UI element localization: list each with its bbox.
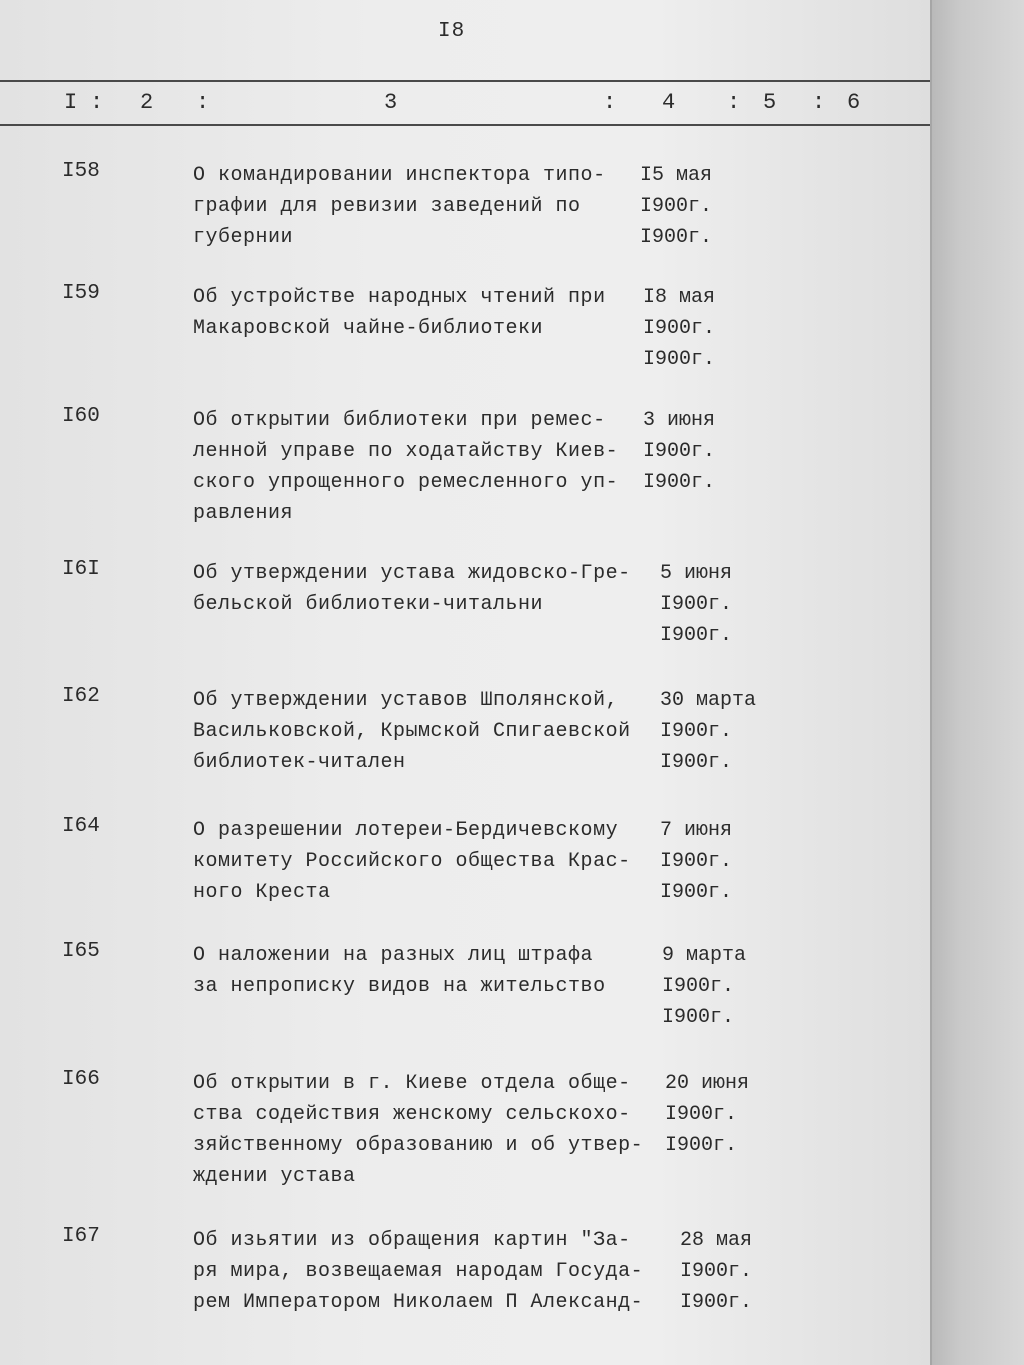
row-number: I65 xyxy=(62,940,100,963)
row-number: I66 xyxy=(62,1068,100,1091)
title-line: ного Креста xyxy=(193,881,331,904)
date-line: 3 июня xyxy=(643,409,716,432)
row-number: I60 xyxy=(62,405,100,428)
header-separator: : xyxy=(727,90,741,115)
row-number: I67 xyxy=(62,1225,100,1248)
row-title xyxy=(193,1225,663,1318)
title-line: Об открытии библиотеки при ремес- xyxy=(193,409,606,432)
header-col-6: 6 xyxy=(847,90,861,115)
row-title xyxy=(193,685,663,778)
header-col-1: I xyxy=(64,90,78,115)
row-dates xyxy=(660,815,732,908)
title-line: зяйственному образованию и об утвер- xyxy=(193,1134,644,1157)
date-line: 9 марта xyxy=(662,944,747,967)
title-line: за непрописку видов на жительство xyxy=(193,975,606,998)
date-line: I5 мая xyxy=(640,164,713,187)
header-col-5: 5 xyxy=(763,90,777,115)
row-title xyxy=(193,940,663,1002)
title-line: Об изьятии из обращения картин "За- xyxy=(193,1229,631,1252)
row-number: I58 xyxy=(62,160,100,183)
header-separator: : xyxy=(90,90,104,115)
date-line: I8 мая xyxy=(643,286,716,309)
row-title xyxy=(193,405,663,529)
title-line: ленной управе по ходатайству Киев- xyxy=(193,440,619,463)
header-col-2: 2 xyxy=(140,90,154,115)
date-line: 30 марта xyxy=(660,689,757,712)
date-line: I900г. xyxy=(643,348,716,371)
date-line: I900г. xyxy=(660,751,733,774)
row-number: I59 xyxy=(62,282,100,305)
date-line: 5 июня xyxy=(660,562,733,585)
title-line: графии для ревизии заведений по xyxy=(193,195,581,218)
date-line: I900г. xyxy=(665,1103,738,1126)
header-separator: : xyxy=(812,90,826,115)
row-title xyxy=(193,282,663,344)
title-line: О разрешении лотереи-Бердичевскому xyxy=(193,819,619,842)
header-rule-top xyxy=(0,80,930,82)
date-line: I900г. xyxy=(640,226,713,249)
title-line: Об утверждении уставов Шполянской, xyxy=(193,689,619,712)
row-number: I62 xyxy=(62,685,100,708)
header-separator: : xyxy=(196,90,210,115)
title-line: Об открытии в г. Киеве отдела обще- xyxy=(193,1072,631,1095)
row-dates xyxy=(640,160,712,253)
title-line: Васильковской, Крымской Спигаевской xyxy=(193,720,631,743)
title-line: бельской библиотеки-читальни xyxy=(193,593,544,616)
date-line: I900г. xyxy=(662,1006,735,1029)
title-line: комитету Российского общества Крас- xyxy=(193,850,631,873)
title-line: Макаровской чайне-библиотеки xyxy=(193,317,544,340)
title-line: Об утверждении устава жидовско-Гре- xyxy=(193,562,631,585)
row-title xyxy=(193,160,663,253)
title-line: ства содействия женскому сельскохо- xyxy=(193,1103,631,1126)
date-line: I900г. xyxy=(660,593,733,616)
title-line: Об устройстве народных чтений при xyxy=(193,286,606,309)
header-col-3: 3 xyxy=(384,90,398,115)
row-title xyxy=(193,1068,663,1192)
title-line: библиотек-читален xyxy=(193,751,406,774)
date-line: 7 июня xyxy=(660,819,733,842)
row-dates xyxy=(643,405,715,498)
row-dates xyxy=(660,685,756,778)
date-line: I900г. xyxy=(680,1291,753,1314)
header-col-4: 4 xyxy=(662,90,676,115)
row-title xyxy=(193,558,663,620)
date-line: I900г. xyxy=(643,440,716,463)
title-line: О командировании инспектора типо- xyxy=(193,164,606,187)
date-line: I900г. xyxy=(660,720,733,743)
title-line: равления xyxy=(193,502,294,525)
title-line: рем Императором Николаем П Александ- xyxy=(193,1291,644,1314)
title-line: ского упрощенного ремесленного уп- xyxy=(193,471,619,494)
row-dates xyxy=(643,282,715,375)
date-line: I900г. xyxy=(660,624,733,647)
row-title xyxy=(193,815,663,908)
page-number: I8 xyxy=(438,20,466,43)
row-dates xyxy=(660,558,732,651)
date-line: I900г. xyxy=(665,1134,738,1157)
title-line: ря мира, возвещаемая народам Госуда- xyxy=(193,1260,644,1283)
page-shadow xyxy=(932,0,1024,1365)
date-line: 20 июня xyxy=(665,1072,750,1095)
row-number: I64 xyxy=(62,815,100,838)
header-rule-bottom xyxy=(0,124,930,126)
title-line: ждении устава xyxy=(193,1165,356,1188)
date-line: I900г. xyxy=(662,975,735,998)
date-line: I900г. xyxy=(660,881,733,904)
date-line: 28 мая xyxy=(680,1229,753,1252)
date-line: I900г. xyxy=(643,471,716,494)
title-line: губернии xyxy=(193,226,294,249)
row-dates xyxy=(680,1225,752,1318)
date-line: I900г. xyxy=(643,317,716,340)
date-line: I900г. xyxy=(640,195,713,218)
row-dates xyxy=(665,1068,749,1161)
date-line: I900г. xyxy=(660,850,733,873)
header-separator: : xyxy=(603,90,617,115)
row-number: I6I xyxy=(62,558,100,581)
date-line: I900г. xyxy=(680,1260,753,1283)
title-line: О наложении на разных лиц штрафа xyxy=(193,944,594,967)
row-dates xyxy=(662,940,746,1033)
